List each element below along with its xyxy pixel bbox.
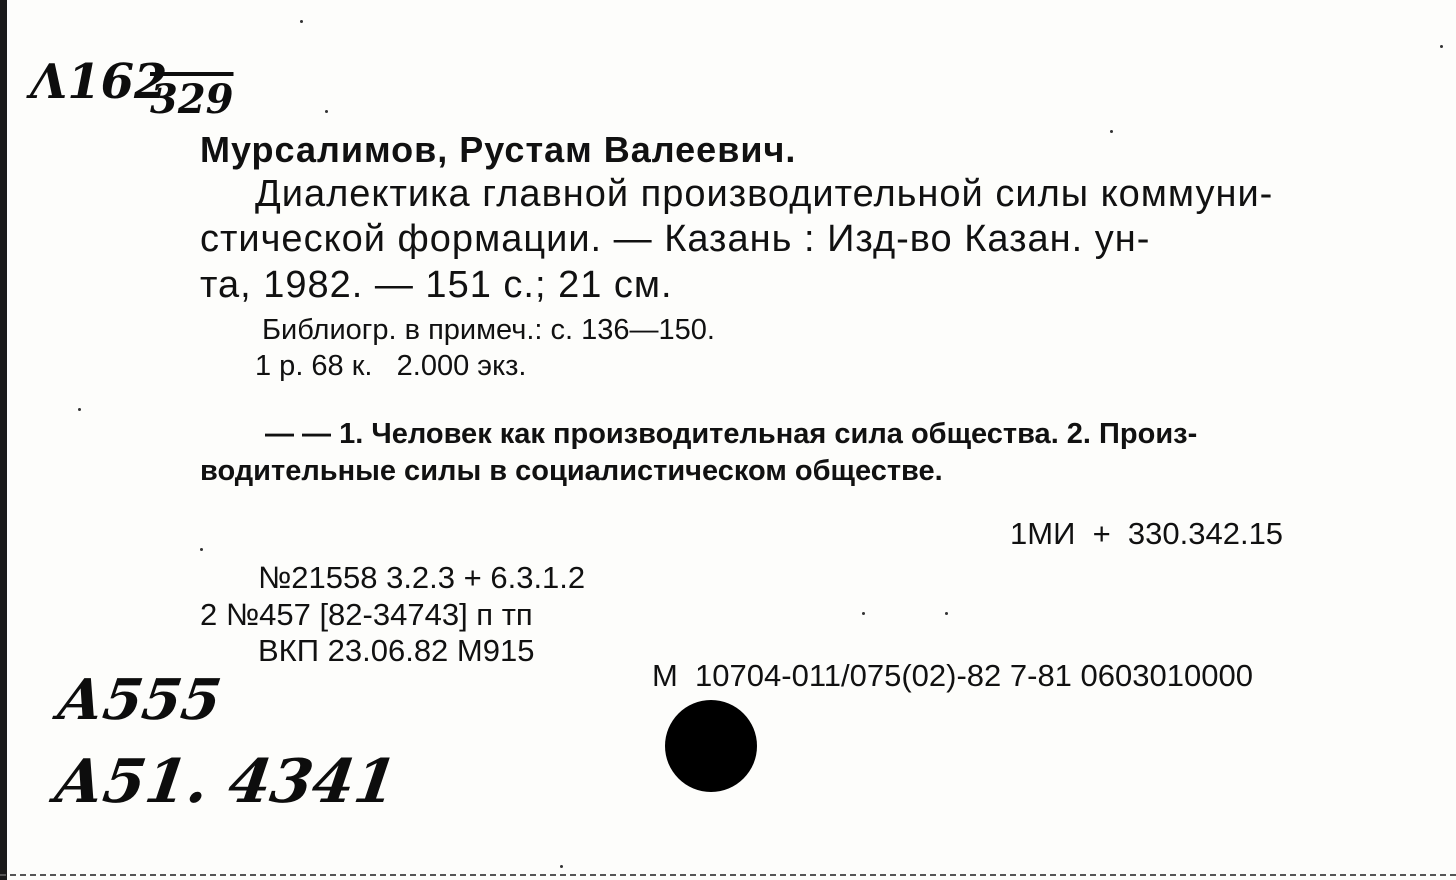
subjects-line-2: водительные силы в социалистическом обществе. xyxy=(200,455,943,487)
subjects-line-1: — — 1. Человек как производительная сила общества. 2. Произ- xyxy=(265,418,1198,450)
scan-speck xyxy=(560,865,563,868)
card-bottom-edge xyxy=(0,874,1456,880)
classification-index: 1МИ + 330.342.15 xyxy=(1010,516,1284,551)
scan-speck xyxy=(1110,130,1113,133)
publisher-code: М 10704-011/075(02)-82 7-81 0603010000 xyxy=(652,658,1253,693)
scan-speck xyxy=(1440,45,1443,48)
author-heading: Мурсалимов, Рустам Валеевич. xyxy=(200,129,797,170)
title-line-2: стической формации. — Казань : Изд-во Казан. ун- xyxy=(200,218,1151,260)
title-line-1: Диалектика главной производительной силы коммуни- xyxy=(255,173,1274,215)
bibliography-note: Библиогр. в примеч.: с. 136—150. xyxy=(262,314,715,346)
handwritten-shelfmark-b: 329 xyxy=(150,76,234,123)
handwritten-number-b: А51. 4341 xyxy=(50,747,402,817)
title-line-3: та, 1982. — 151 с.; 21 см. xyxy=(200,264,673,306)
handwritten-number-a: А555 xyxy=(53,667,226,733)
price-print-run: 1 р. 68 к. 2.000 экз. xyxy=(255,350,527,382)
punch-hole xyxy=(665,700,757,792)
scan-speck xyxy=(300,20,303,23)
registry-line-2: 2 №457 [82-34743] п тп xyxy=(200,597,533,632)
scan-speck xyxy=(78,408,81,411)
registry-line-3: ВКП 23.06.82 М915 xyxy=(258,633,535,668)
scan-speck xyxy=(200,548,203,551)
scan-speck xyxy=(325,110,328,113)
card-left-edge xyxy=(0,0,7,880)
scan-speck xyxy=(945,612,948,615)
handwritten-shelfmark-a: Λ162 xyxy=(30,54,168,110)
registry-line-1: №21558 3.2.3 + 6.3.1.2 xyxy=(258,560,586,595)
scan-speck xyxy=(862,612,865,615)
